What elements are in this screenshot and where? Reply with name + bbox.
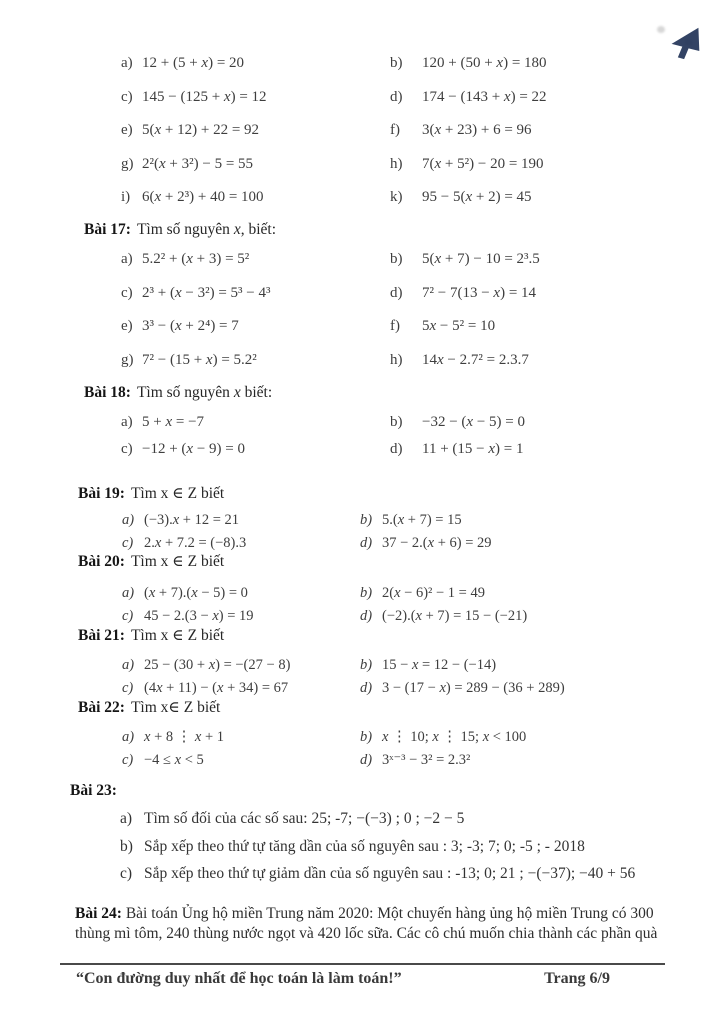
exercise-item (390, 277, 665, 311)
item-label: i) (121, 189, 131, 205)
equation: 95 − 5(x + 2) = 45 (422, 189, 532, 205)
item-label: d) (360, 534, 373, 551)
section-heading (78, 482, 659, 506)
exercise-item (390, 148, 665, 182)
item-label: d) (360, 751, 373, 768)
exercise-item (84, 310, 390, 344)
item-label: c) (121, 88, 133, 105)
item-label: d) (390, 441, 403, 457)
equation: 11 + (15 − x) = 1 (422, 441, 524, 457)
page-footer (60, 963, 665, 989)
equation: 2³ + (x − 3²) = 5³ − 4³ (142, 284, 271, 301)
section-heading (84, 218, 665, 242)
item-text: Sắp xếp theo thứ tự tăng dần của số nguyên sau : 3; -3; 7; 0; -5 ; - 2018 (144, 837, 585, 855)
equation: 145 − (125 + x) = 12 (142, 88, 267, 105)
exercise-item (78, 509, 360, 532)
equation: x + 8 ⋮ x + 1 (144, 729, 224, 745)
section-bai-23 (70, 779, 670, 888)
section-intro: Tìm x ∈ Z biết (130, 485, 225, 502)
equation: 2²(x + 3²) − 5 = 55 (142, 155, 254, 172)
exercise-item (360, 749, 659, 772)
section-bai-20 (78, 550, 659, 627)
equation: 7² − 7(13 − x) = 14 (422, 284, 537, 301)
item-text: Tìm số đối của các số sau: 25; -7; −(−3) ; 0 ; −2 − 5 (144, 810, 465, 827)
equation: 5 + x = −7 (142, 414, 205, 430)
paragraph-text: Bài toán Ủng hộ miền Trung năm 2020: Một chuyến hàng ủng hộ miền Trung có 300 thùng mì tôm, 240 thùng nước ngọt và 420 lốc sữa. Các cô chú muốn chia thành các phần quà (75, 904, 658, 942)
equation: 37 − 2.(x + 6) = 29 (382, 534, 492, 551)
item-label: a) (121, 55, 133, 71)
section-intro: Tìm số nguyên x, biết: (136, 221, 277, 238)
equation: 5x − 5² = 10 (422, 318, 496, 334)
equation: (−3).x + 12 = 21 (144, 512, 240, 528)
equation: 2.x + 7.2 = (−8).3 (144, 534, 247, 551)
item-label: d) (360, 607, 373, 624)
exercise-item (78, 582, 360, 605)
exercise-item (84, 47, 390, 81)
section-intro: Tìm x ∈ Z biết (130, 553, 225, 570)
exercise-item (390, 344, 665, 378)
footer-quote: “Con đường duy nhất để học toán là làm toán!” (76, 970, 402, 987)
exercise-item (70, 860, 670, 888)
item-label: c) (122, 679, 134, 696)
exercise-item (70, 833, 670, 861)
exercise-item (360, 582, 659, 605)
item-label: d) (360, 679, 373, 696)
item-label: c) (122, 607, 134, 624)
item-label: a) (121, 414, 133, 430)
exercise-item (360, 509, 659, 532)
item-label: b) (360, 585, 373, 601)
equation: −4 ≤ x < 5 (144, 751, 204, 768)
item-label: b) (360, 512, 373, 528)
item-label: g) (121, 155, 134, 172)
section-title: Bài 22: (78, 699, 125, 716)
section-heading (78, 696, 659, 720)
exercise-item (70, 805, 670, 833)
equation: 120 + (50 + x) = 180 (422, 55, 547, 71)
exercise-item (84, 277, 390, 311)
exercise-item (390, 409, 665, 436)
exercise-item (390, 47, 665, 81)
exercise-item (84, 344, 390, 378)
item-label: a) (122, 729, 135, 745)
item-label: f) (390, 318, 400, 334)
equation: −32 − (x − 5) = 0 (422, 414, 526, 430)
section-title: Bài 20: (78, 553, 125, 570)
item-label: a) (120, 810, 133, 827)
equation: (4x + 11) − (x + 34) = 67 (144, 679, 289, 696)
exercise-item (390, 310, 665, 344)
equation: 3³ − (x + 2⁴) = 7 (142, 318, 239, 334)
exercise-item (84, 114, 390, 148)
item-label: d) (390, 88, 403, 105)
item-label: b) (390, 414, 403, 430)
item-label: d) (390, 284, 403, 301)
exercise-item (360, 654, 659, 677)
section-bai-18 (84, 381, 665, 463)
cursor-arrow-icon (668, 26, 702, 60)
section-heading (70, 779, 670, 803)
section-intro: Tìm x∈ Z biết (130, 699, 221, 716)
item-label: b) (360, 657, 373, 673)
exercise-item (84, 436, 390, 463)
equation: −12 + (x − 9) = 0 (142, 441, 246, 457)
equation: 14x − 2.7² = 2.3.7 (422, 351, 529, 368)
section-title: Bài 19: (78, 485, 125, 502)
section-intro: Tìm x ∈ Z biết (130, 627, 225, 644)
exercise-item (390, 243, 665, 277)
item-label: c) (121, 441, 133, 457)
exercise-item (78, 726, 360, 749)
section-bai-19 (78, 482, 659, 554)
item-label: a) (122, 585, 135, 601)
item-text: Sắp xếp theo thứ tự giảm dần của số nguyên sau : -13; 0; 21 ; −(−37); −40 + 56 (144, 865, 636, 882)
item-label: c) (121, 284, 133, 301)
item-label: a) (122, 512, 135, 528)
item-label: k) (390, 189, 403, 205)
section-title: Bài 18: (84, 384, 131, 401)
section-title: Bài 17: (84, 221, 131, 238)
equation: (−2).(x + 7) = 15 − (−21) (382, 607, 528, 624)
exercise-item (390, 181, 665, 215)
section-heading (78, 550, 659, 574)
item-label: c) (122, 751, 134, 768)
item-label: c) (120, 865, 133, 882)
item-label: c) (122, 534, 134, 551)
equation: 25 − (30 + x) = −(27 − 8) (144, 657, 291, 673)
equation: 45 − 2.(3 − x) = 19 (144, 607, 254, 624)
section-bai-21 (78, 624, 659, 699)
exercise-item (78, 749, 360, 772)
section-title: Bài 21: (78, 627, 125, 644)
item-label: b) (390, 251, 403, 267)
equation: 2(x − 6)² − 1 = 49 (382, 585, 485, 601)
item-label: h) (390, 155, 403, 172)
section-heading (84, 381, 665, 405)
scan-smudge (657, 26, 665, 33)
exercise-item (84, 148, 390, 182)
exercise-item (84, 243, 390, 277)
section-bai-17 (84, 218, 665, 377)
item-label: e) (121, 122, 133, 138)
exercise-item (360, 726, 659, 749)
equation: 174 − (143 + x) = 22 (422, 88, 547, 105)
section-intro: Tìm số nguyên x biết: (136, 384, 273, 401)
section-continued-exercises (84, 47, 665, 215)
section-bai-22 (78, 696, 659, 771)
item-label: h) (390, 351, 403, 368)
item-label: a) (121, 251, 133, 267)
item-label: a) (122, 657, 135, 673)
equation: 7² − (15 + x) = 5.2² (142, 351, 257, 368)
exercise-item (390, 114, 665, 148)
section-bai-24 (75, 904, 675, 945)
equation: 3(x + 23) + 6 = 96 (422, 122, 532, 138)
equation: 3 − (17 − x) = 289 − (36 + 289) (382, 679, 565, 696)
item-label: b) (390, 55, 403, 71)
page-number: Trang 6/9 (544, 970, 610, 987)
equation: 15 − x = 12 − (−14) (382, 657, 497, 673)
item-label: b) (120, 837, 133, 855)
section-heading (78, 624, 659, 648)
equation: 7(x + 5²) − 20 = 190 (422, 155, 544, 172)
equation: 5(x + 7) − 10 = 2³.5 (422, 251, 540, 267)
equation: (x + 7).(x − 5) = 0 (144, 585, 248, 601)
exercise-item (84, 181, 390, 215)
section-title: Bài 24: (75, 904, 122, 922)
equation: 5.(x + 7) = 15 (382, 512, 462, 528)
exercise-item (390, 436, 665, 463)
exercise-item (84, 409, 390, 436)
item-label: b) (360, 729, 373, 745)
item-label: g) (121, 351, 134, 368)
equation: x ⋮ 10; x ⋮ 15; x < 100 (382, 729, 527, 745)
equation: 6(x + 2³) + 40 = 100 (142, 189, 264, 205)
equation: 5.2² + (x + 3) = 5² (142, 251, 250, 267)
exercise-item (78, 654, 360, 677)
exercise-item (390, 81, 665, 115)
equation: 5(x + 12) + 22 = 92 (142, 122, 260, 138)
equation: 12 + (5 + x) = 20 (142, 55, 245, 71)
item-label: e) (121, 318, 133, 334)
equation: 3ˣ⁻³ − 3² = 2.3² (382, 751, 471, 768)
exercise-item (84, 81, 390, 115)
item-label: f) (390, 122, 400, 138)
section-title: Bài 23: (70, 782, 117, 799)
